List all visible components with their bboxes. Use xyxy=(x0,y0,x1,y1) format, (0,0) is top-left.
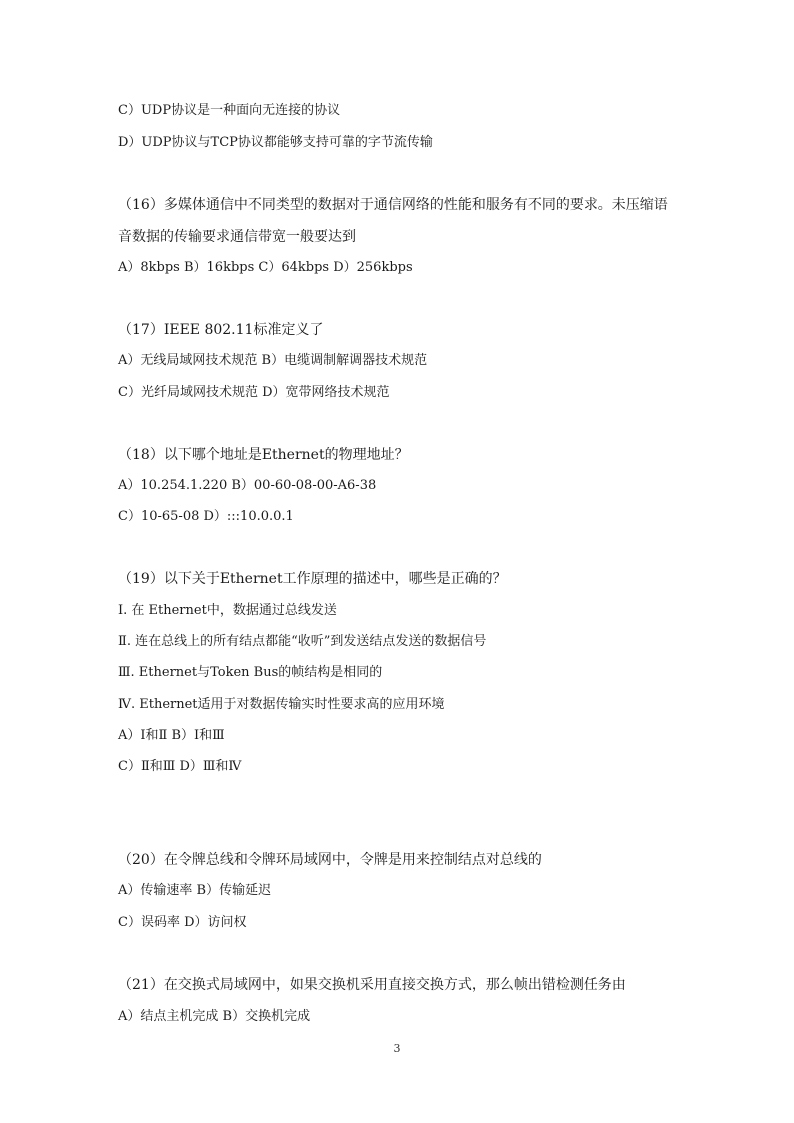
question-19-text: （19）以下关于Ethernet工作原理的描述中，哪些是正确的？ xyxy=(118,571,507,587)
question-17-text: （17）IEEE 802.11标准定义了 xyxy=(118,322,324,338)
question-19-statement-2: Ⅱ. 连在总线上的所有结点都能“收听”到发送结点发送的数据信号 xyxy=(118,634,487,649)
question-19-statement-1: Ⅰ. 在 Ethernet中，数据通过总线发送 xyxy=(118,603,337,618)
option-line-c-udp: C）UDP协议是一种面向无连接的协议 xyxy=(118,103,341,118)
page-number: 3 xyxy=(393,1042,401,1055)
option-line-d-udp-tcp: D）UDP协议与TCP协议都能够支持可靠的字节流传输 xyxy=(118,135,433,150)
question-20-options-ab: A）传输速率 B）传输延迟 xyxy=(118,883,272,898)
question-20-options-cd: C）误码率 D）访问权 xyxy=(118,915,247,930)
question-18-options-ab: A）10.254.1.220 B）00-60-08-00-A6-38 xyxy=(118,478,377,493)
question-21-options-ab: A）结点主机完成 B）交换机完成 xyxy=(118,1009,311,1024)
question-18-text: （18）以下哪个地址是Ethernet的物理地址？ xyxy=(118,447,409,463)
question-16-options: A）8kbps B）16kbps C）64kbps D）256kbps xyxy=(118,260,413,275)
question-19-statement-4: Ⅳ. Ethernet适用于对数据传输实时性要求高的应用环境 xyxy=(118,697,445,712)
question-21-text: （21）在交换式局域网中，如果交换机采用直接交换方式，那么帧出错检测任务由 xyxy=(118,977,626,993)
question-16-text: （16）多媒体通信中不同类型的数据对于通信网络的性能和服务有不同的要求。未压缩语 xyxy=(118,197,668,213)
question-19-options-cd: C）Ⅱ和Ⅲ D）Ⅲ和Ⅳ xyxy=(118,759,242,774)
question-19-options-ab: A）Ⅰ和Ⅱ B）Ⅰ和Ⅲ xyxy=(118,728,225,743)
question-18-options-cd: C）10-65-08 D）:::10.0.0.1 xyxy=(118,509,294,524)
question-20-text: （20）在令牌总线和令牌环局域网中，令牌是用来控制结点对总线的 xyxy=(118,852,542,868)
question-17-options-ab: A）无线局域网技术规范 B）电缆调制解调器技术规范 xyxy=(118,353,428,368)
question-17-options-cd: C）光纤局域网技术规范 D）宽带网络技术规范 xyxy=(118,385,390,400)
question-16-text-continued: 音数据的传输要求通信带宽一般要达到 xyxy=(118,229,356,245)
question-19-statement-3: Ⅲ. Ethernet与Token Bus的帧结构是相同的 xyxy=(118,665,383,680)
